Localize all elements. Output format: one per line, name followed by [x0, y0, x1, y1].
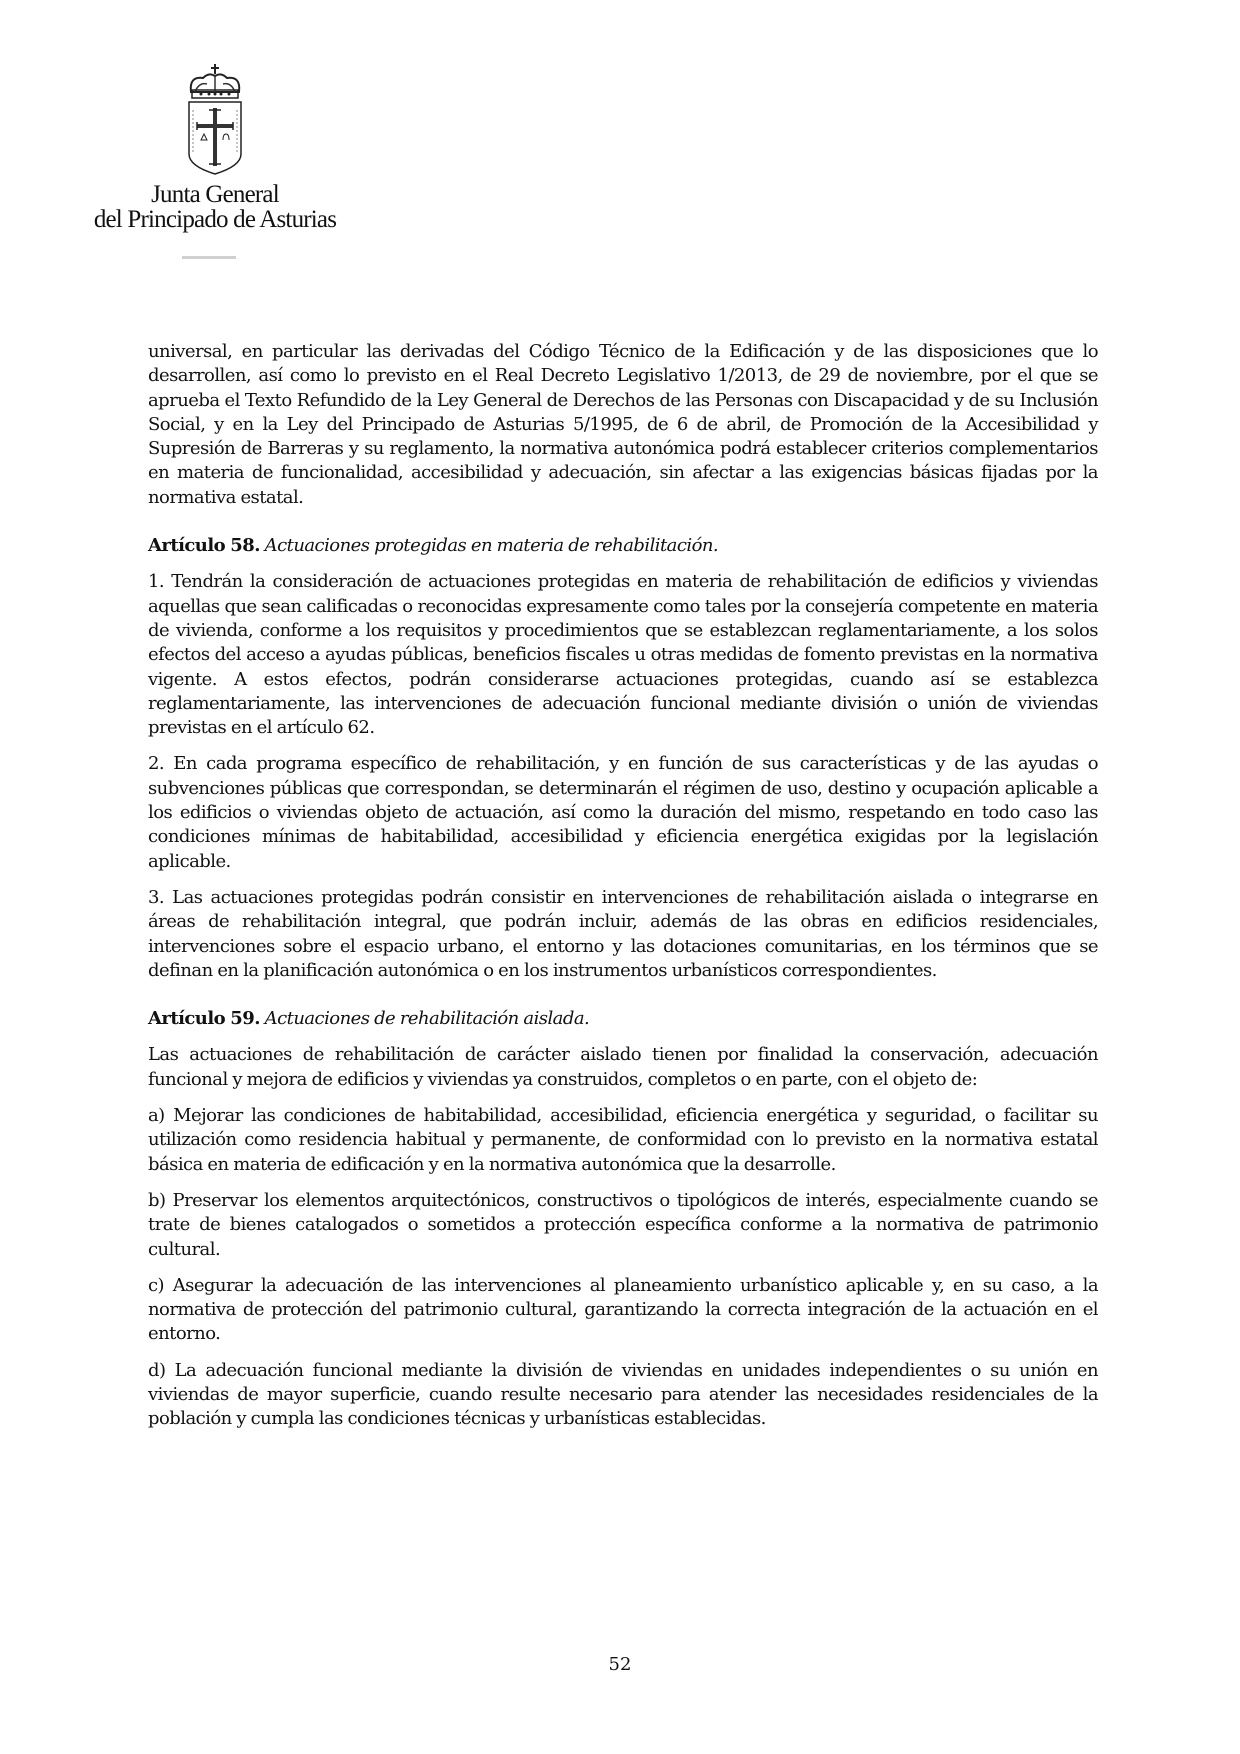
list-item-a: a) Mejorar las condiciones de habitabilidad, accesibilidad, eficiencia energética y seguridad, o facilitar su utilización como residencia habitual y permanente, de conformidad con lo previsto en la normativa estatal básica en materia de edificación y en la normativa autonómica que la desarrolle.: [148, 1105, 1098, 1175]
article-number: Artículo 59.: [148, 1008, 260, 1030]
article-58-heading: [148, 534, 1098, 558]
institution-name: [90, 182, 340, 232]
institution-logo: [90, 62, 340, 259]
article-number: Artículo 58.: [148, 535, 260, 557]
article-paragraph: 1. Tendrán la consideración de actuaciones protegidas en materia de rehabilitación de edificios y viviendas aquellas que sean calificadas o reconocidas expresamente como tales por la consejería competente en materia de vivienda, conforme a los requisitos y procedimientos que se establezcan reglamentariamente, a los solos efectos del acceso a ayudas públicas, beneficios fiscales u otras medidas de fomento previstas en la normativa vigente. A estos efectos, podrán considerarse actuaciones protegidas, cuando así se establezca reglamentariamente, las intervenciones de adecuación funcional mediante división o unión de viviendas previstas en el artículo 62.: [148, 571, 1098, 739]
list-item-c: c) Asegurar la adecuación de las intervenciones al planeamiento urbanístico aplicable y, en su caso, a la normativa de protección del patrimonio cultural, garantizando la correcta integración de la actuación en el entorno.: [148, 1274, 1098, 1345]
asturias-coat-of-arms-icon: [183, 62, 247, 182]
intro-paragraph: universal, en particular las derivadas del Código Técnico de la Edificación y de las disposiciones que lo desarrollen, así como lo previsto en el Real Decreto Legislativo 1/2013, de 29 de noviembre, por el que se aprueba el Texto Refundido de la Ley General de Derechos de las Personas con Discapacidad y de su Inclusión Social, y en la Ley del Principado de Asturias 5/1995, de 6 de abril, de Promoción de la Accesibilidad y Supresión de Barreras y su reglamento, la normativa autonómica podrá establecer criterios complementarios en materia de funcionalidad, accesibilidad y adecuación, sin afectar a las exigencias básicas fijadas por la normativa estatal.: [148, 341, 1098, 508]
page-number: 52: [608, 1654, 632, 1675]
list-item-d: d) La adecuación funcional mediante la división de viviendas en unidades independientes o su unión en viviendas de mayor superficie, cuando resulte necesario para atender las necesidades residenciales de la población y cumpla las condiciones técnicas y urbanísticas establecidas.: [148, 1359, 1098, 1430]
article-paragraph: 3. Las actuaciones protegidas podrán consistir en intervenciones de rehabilitación aislada o integrarse en áreas de rehabilitación integral, que podrán incluir, además de las obras en edificios residenciales, intervenciones sobre el espacio urbano, el entorno y las dotaciones comunitarias, en los términos que se definan en la planificación autonómica o en los instrumentos urbanísticos correspondientes.: [148, 886, 1098, 981]
article-title: Actuaciones de rehabilitación aislada.: [264, 1008, 590, 1030]
document-body: [148, 340, 1098, 1444]
logo-divider: [182, 256, 236, 259]
institution-line-1: Junta General: [151, 181, 279, 208]
article-59-heading: [148, 1007, 1098, 1031]
list-item-b: b) Preservar los elementos arquitectónicos, constructivos o tipológicos de interés, especialmente cuando se trate de bienes catalogados o sometidos a protección específica conforme a la normativa de patrimonio cultural.: [148, 1189, 1098, 1260]
article-paragraph: 2. En cada programa específico de rehabilitación, y en función de sus características y de las ayudas o subvenciones públicas que correspondan, se determinarán el régimen de uso, destino y ocupación aplicable a los edificios o viviendas objeto de actuación, así como la duración del mismo, respetando en todo caso las condiciones mínimas de habitabilidad, accesibilidad y eficiencia energética exigidas por la legislación aplicable.: [148, 753, 1098, 872]
article-paragraph: Las actuaciones de rehabilitación de carácter aislado tienen por finalidad la conservación, adecuación funcional y mejora de edificios y viviendas ya construidos, completos o en parte, con el objeto de:: [148, 1044, 1098, 1090]
institution-line-2: del Principado de Asturias: [93, 206, 337, 233]
article-title: Actuaciones protegidas en materia de rehabilitación.: [264, 535, 719, 557]
